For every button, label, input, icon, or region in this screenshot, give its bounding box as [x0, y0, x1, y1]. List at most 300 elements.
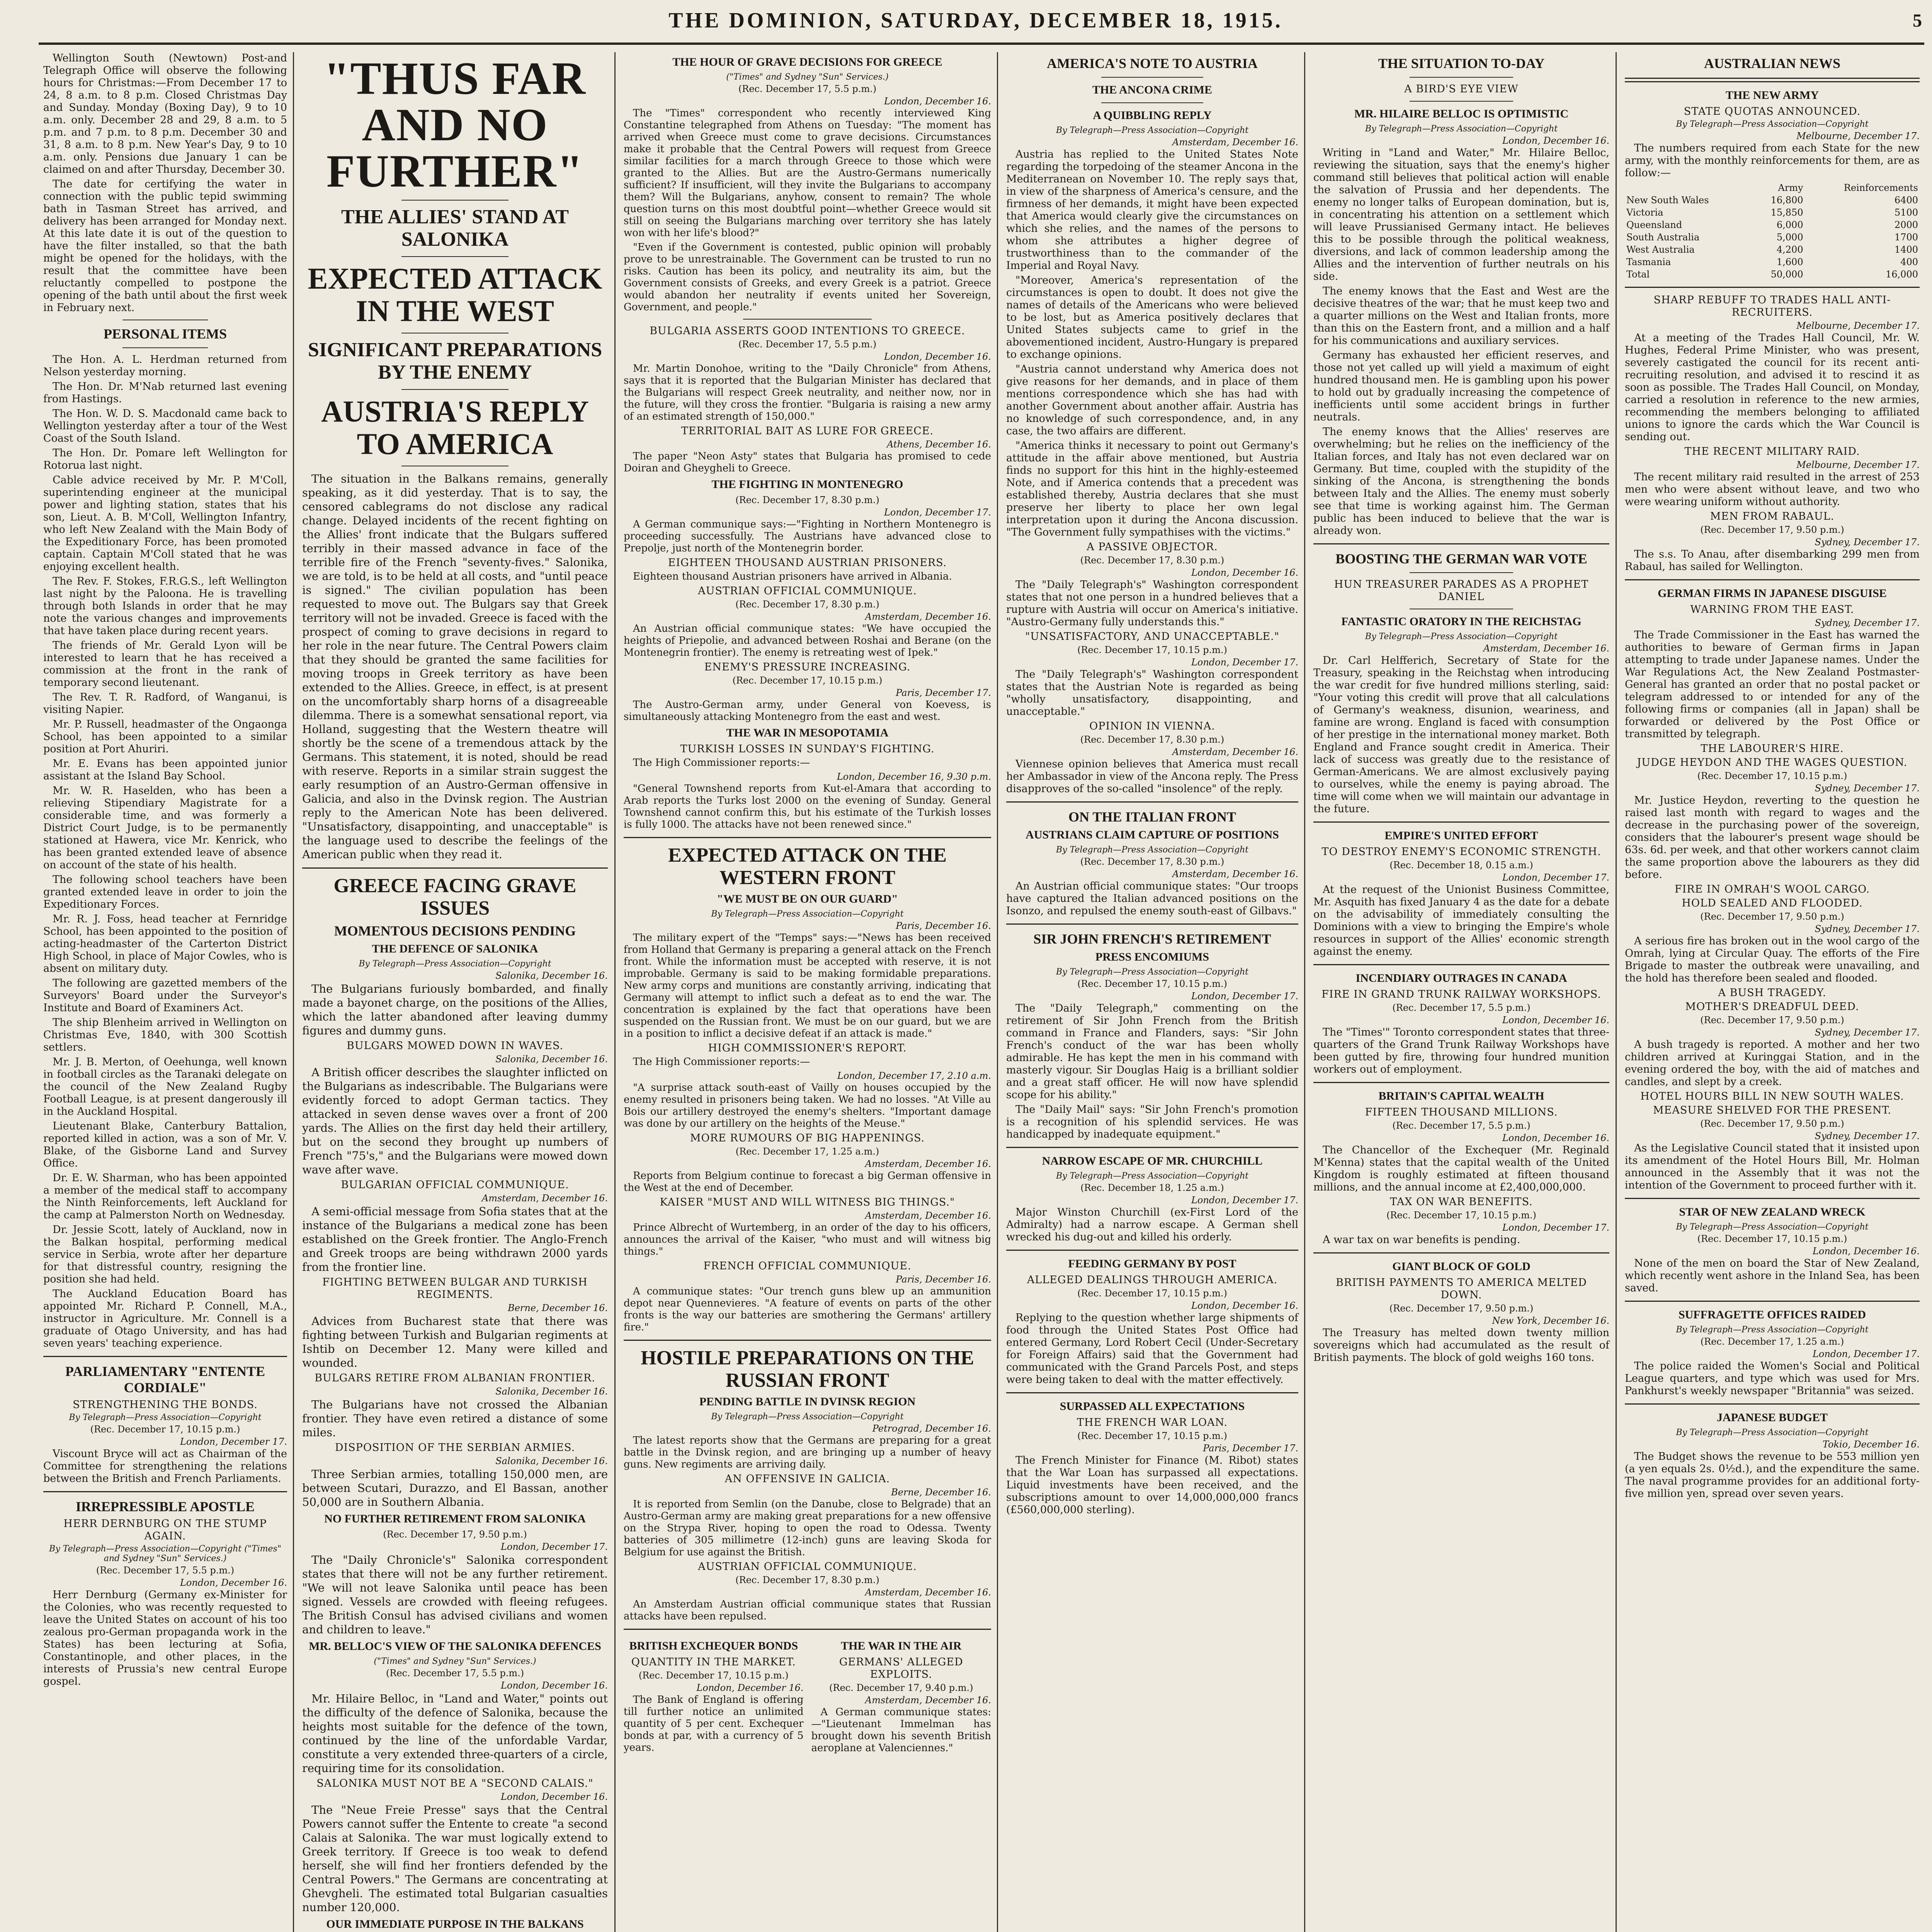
bottom-boxes — [624, 1636, 991, 1757]
table-header-cell: Reinforcements — [1844, 182, 1918, 193]
received-line: (Rec. December 17, 1.25 a.m.) — [735, 1146, 879, 1157]
section-heading: HIGH COMMISSIONER'S REPORT. — [708, 1042, 907, 1054]
section-heading: ENEMY'S PRESSURE INCREASING. — [704, 661, 911, 673]
divider — [1101, 102, 1204, 103]
article-text: At the request of the Unionist Business Committee, Mr. Asquith has fixed January 4 as the date for a debate on the advisability of immediately consulting the Dominions with a view to bringing the Empire's whole resources in support of the Allies' economic strength against the enemy. — [1313, 884, 1609, 957]
article-text: "A surprise attack south-east of Vailly on houses occupied by the enemy resulted in prisoners being taken. We had no losses. "At Ville au Bois our artillery destroyed the enemy's shelters. "Important damage was done by our artillery on the heights of the Meuse." — [624, 1082, 991, 1129]
column-rule — [614, 52, 616, 1932]
personal-item: Lieutenant Blake, Canterbury Battalion, reported killed in action, was a son of Mr. V. Blake, of the Gisborne Land and Survey Office. — [43, 1120, 287, 1169]
personal-item: The ship Blenheim arrived in Wellington on Christmas Eve, 1840, with 300 Scottish settlers. — [43, 1017, 287, 1053]
article-text: The police raided the Women's Social and Political League quarters, and type which was used for Mrs. Pankhurst's weekly newspaper "Britannia" was seized. — [1625, 1360, 1920, 1397]
divider — [1006, 801, 1298, 803]
byline: By Telegraph—Press Association—Copyright — [711, 1412, 904, 1422]
section-subheading: A QUIBBLING REPLY — [1093, 109, 1212, 122]
article-text: Dr. Carl Helfferich, Secretary of State for the Treasury, speaking in the Reichstag when introducing the war credit for five hundred millions sterling, said: "Your voting this credit will prove that all calculations of Germany's weakness, disunion, weariness, and famine are wrong. England is faced with consumption of her prestige in the international money market. Both England and France sought credit in America. Their lack of success was greatly due to the resistance of German-Americans. We are almost exclusively paying to ourselves, while the enemy is paying abroad. The time will come when we will maintain our advantage in the future. — [1313, 655, 1609, 815]
reinforcements-cell: 6400 — [1894, 195, 1918, 206]
dateline: London, December 16. — [1502, 1015, 1609, 1026]
section-subheading: PRESS ENCOMIUMS — [1095, 951, 1209, 963]
article-text: "Even if the Government is contested, public opinion will probably prove to be unrestrainable. The Government can be trusted to run no risks. Caution has been its policy, and neutrality its aim, but the Government consists of Greeks, and every Greek is a patriot. Greece would abandon her neutrality if events united her Sovereign, Government, and people." — [624, 242, 991, 313]
western-front-heading: EXPECTED ATTACK ON THE WESTERN FRONT — [668, 844, 947, 889]
dateline: Paris, December 17. — [896, 687, 991, 698]
dateline: Amsterdam, December 16. — [865, 611, 991, 622]
personal-item: The following are gazetted members of the Surveyors' Board under the Surveyor's Institute and Board of Examiners Act. — [43, 977, 287, 1014]
personal-item: The Hon. Dr. Pomare left Wellington for Rotorua last night. — [43, 447, 287, 471]
received-line: (Rec. December 17, 10.15 p.m.) — [1077, 645, 1227, 655]
byline: By Telegraph—Press Association—Copyright — [1676, 1428, 1869, 1437]
dateline: Sydney, December 17. — [1815, 537, 1920, 548]
received-line: (Rec. December 17, 9.40 p.m.) — [829, 1682, 973, 1693]
dateline: Berne, December 16. — [891, 1487, 991, 1498]
main-headline: "THUS FAR AND NO FURTHER" — [323, 53, 587, 197]
article-text: A British officer describes the slaughter inflicted on the Bulgarians as indescribable. The Bulgarians were evidently forced to adopt German tactics. They attacked in seven dense waves over a front of 200 yards. The Allies on the first day held their artillery, but on the second they brought up numbers of French "75's," and the Bulgarians were mowed down wave after wave. — [302, 1066, 608, 1176]
dateline: London, December 16. — [884, 351, 991, 362]
received-line: (Rec. December 17, 10.15 p.m.) — [732, 675, 883, 686]
received-line: (Rec. December 17, 5.5 p.m.) — [1392, 1120, 1531, 1131]
dateline: Amsterdam, December 16. — [865, 1695, 991, 1706]
received-line: (Rec. December 17, 9.50 p.m.) — [383, 1529, 527, 1540]
section-heading: SIR JOHN FRENCH'S RETIREMENT — [1033, 931, 1271, 947]
article-text: The numbers required from each State for the new army, with the monthly reinforcements for them, are as follow:— — [1625, 142, 1920, 179]
greece-heading: GREECE FACING GRAVE ISSUES — [333, 875, 577, 919]
table-header-row — [1625, 182, 1920, 194]
byline: By Telegraph—Press Association—Copyright — [1365, 124, 1558, 134]
section-heading: THE FIGHTING IN MONTENEGRO — [711, 478, 903, 491]
section-subheading: MOTHER'S DREADFUL DEED. — [1685, 1001, 1859, 1013]
section-heading: THE HOUR OF GRAVE DECISIONS FOR GREECE — [672, 56, 942, 68]
table-row — [1625, 194, 1920, 206]
divider — [1625, 1198, 1920, 1199]
dateline: Melbourne, December 17. — [1796, 459, 1920, 470]
section-heading: JAPANESE BUDGET — [1717, 1411, 1828, 1424]
section-subheading: TURKISH LOSSES IN SUNDAY'S FIGHTING. — [680, 743, 935, 755]
divider — [1006, 1147, 1298, 1148]
received-line: (Rec. December 17, 10.15 p.m.) — [1386, 1210, 1536, 1221]
section-heading: THE LABOURER'S HIRE. — [1701, 743, 1844, 755]
dateline: London, December 17. — [1191, 1195, 1298, 1206]
table-row — [1625, 231, 1920, 243]
section-heading: TAX ON WAR BENEFITS. — [1390, 1196, 1533, 1208]
dateline: Amsterdam, December 16. — [865, 1210, 991, 1221]
section-subheading: TO DESTROY ENEMY'S ECONOMIC STRENGTH. — [1321, 846, 1601, 858]
article-text: The "Times" correspondent who recently interviewed King Constantine telegraphed from Athens on Tuesday: "The moment has arrived when Greece must come to grave decisions. Circumstances make it probable that the Central Powers will request from Greece similar facilities for a march through Greece to those which were granted to the Allies. But are the Austro-Germans numerically sufficient? If insufficient, will they invite the Bulgarians to accompany them? Will the Bulgarians, anyhow, consent to remain? The whole question turns on this most doubtful point—whether Greece would sit still on seeing the Bulgarians marching over territory she has lately won with her life's blood?" — [624, 107, 991, 239]
army-cell: 6,000 — [1776, 219, 1803, 230]
column-3 — [619, 52, 996, 1932]
state-cell: South Australia — [1626, 232, 1700, 243]
section-heading: THE NEW ARMY — [1725, 89, 1819, 102]
personal-item: The following school teachers have been granted extended leave in order to join the Expeditionary Forces. — [43, 874, 287, 910]
dateline: London, December 16, 9.30 p.m. — [837, 771, 991, 782]
article-text: As the Legislative Council stated that it insisted upon its amendment of the Hotel Hours Bill, Mr. Holman announced in the Assembly that it was not the intention of the Government to proceed further with it. — [1625, 1142, 1920, 1191]
dateline: London, December 17. — [1502, 872, 1609, 883]
reinforcements-cell: 1700 — [1894, 232, 1918, 243]
dateline: London, December 17. — [1502, 1222, 1609, 1233]
column-5 — [1309, 52, 1614, 1932]
apostle-text: Herr Dernburg (Germany ex-Minister for the Colonies, who was recently requested to leave the United States on account of his too zealous pro-German propaganda work in the States) has been lecturing at Sofia, Constantinople, and other places, in the interests of Prussia's new central Europe gospel. — [43, 1589, 287, 1687]
personal-item: The Hon. A. L. Herdman returned from Nelson yesterday morning. — [43, 354, 287, 378]
dateline: Sydney, December 17. — [1815, 923, 1920, 934]
article-text: The Chancellor of the Exchequer (Mr. Reginald M'Kenna) states that the capital wealth of the United Kingdom is roughly estimated at fifteen thousand millions, and the annual income at £2,400,000,000. — [1313, 1144, 1609, 1193]
dateline: Amsterdam, December 16. — [1483, 643, 1609, 654]
divider — [401, 256, 509, 257]
divider — [1313, 1252, 1609, 1253]
received-line: (Rec. December 17, 9.50 p.m.) — [1700, 1118, 1844, 1129]
received-line: (Rec. December 17, 8.30 p.m.) — [735, 1575, 879, 1585]
section-heading: SUFFRAGETTE OFFICES RAIDED — [1678, 1308, 1866, 1321]
dateline: London, December 16. — [696, 1682, 804, 1693]
divider — [1313, 543, 1609, 544]
section-heading: BULGARS MOWED DOWN IN WAVES. — [347, 1040, 563, 1052]
divider — [1625, 579, 1920, 580]
table-total-row — [1625, 268, 1920, 281]
divider — [1313, 821, 1609, 823]
section-heading: DISPOSITION OF THE SERBIAN ARMIES. — [335, 1442, 575, 1454]
dateline: Amsterdam, December 16. — [1172, 869, 1298, 879]
section-heading: HOTEL HOURS BILL IN NEW SOUTH WALES. — [1640, 1090, 1904, 1102]
section-heading: TERRITORIAL BAIT AS LURE FOR GREECE. — [681, 425, 934, 437]
section-subheading: HUN TREASURER PARADES AS A PROPHET DANIEL — [1334, 578, 1589, 603]
personal-item: The Hon. Dr. M'Nab returned last evening from Hastings. — [43, 381, 287, 405]
section-subheading: GERMANS' ALLEGED EXPLOITS. — [839, 1656, 963, 1680]
article-text: An Austrian official communique states: "We have occupied the heights of Priepolie, and advanced between Roshai and Berane (on the Montenegrin frontier). The enemy is retreating west of Ipek." — [624, 623, 991, 658]
article-text: The Bulgarians furiously bombarded, and finally made a bayonet charge, on the positions of the Allies, which the latter abandoned after leaving dummy figures and dummy guns. — [302, 982, 608, 1037]
dateline: London, December 17. — [1191, 657, 1298, 668]
article-text: Austria has replied to the United States Note regarding the torpedoing of the steamer Ancona in the Mediterranean on November 10. The reply says that, in view of the sharpness of America's censure, and the firmness of her demands, it might have been expected that America would clearly give the circumstances on which she relies, and the names of the persons to whom she attributes a higher degree of trustworthiness than to the commander of the Imperial and Royal Navy. — [1006, 148, 1298, 272]
article-text: A German communique says:—"Fighting in Northern Montenegro is proceeding successfully. The Austrians have advanced close to Prepolje, just north of the Montenegrin border. — [624, 519, 991, 554]
section-heading: EIGHTEEN THOUSAND AUSTRIAN PRISONERS. — [668, 557, 947, 569]
section-subheading: QUANTITY IN THE MARKET. — [631, 1656, 796, 1668]
article-text: The French Minister for Finance (M. Ribot) states that the War Loan has surpassed all expectations. Liquid investments have been received, and the subscriptions amount to over 14,000,000,000 francs (£560,000,000 sterling). — [1006, 1454, 1298, 1516]
column-rule — [1616, 52, 1617, 1932]
dateline: Salonika, December 16. — [495, 970, 608, 981]
divider — [302, 867, 608, 869]
article-text: An Amsterdam Austrian official communique states that Russian attacks have been repulsed. — [624, 1599, 991, 1622]
divider — [1410, 77, 1513, 78]
article-text: The latest reports show that the Germans are preparing for a great battle in the Dvinsk region, and are bringing up a number of heavy guns. New regiments are arriving daily. — [624, 1435, 991, 1470]
article-text: The High Commissioner reports:— — [633, 757, 810, 769]
parliamentary-subheading: STRENGTHENING THE BONDS. — [73, 1399, 258, 1411]
divider — [1625, 287, 1920, 288]
article-text: The military expert of the "Temps" says:—"News has been received from Holland that Germany is preparing a general attack on the French front. While the information must be accepted with reserve, it is not improbable. Germany is said to be making formidable preparations. New army corps and munitions are constantly arriving, indicating that Germany will attempt to inflict such a defeat as to end the war. The concentration is explained by the fact that operations have been suspended on the Russian front. We must be on our guard, but we are in a position to inflict a decisive defeat if an attack is made." — [624, 932, 991, 1039]
divider — [43, 1491, 287, 1492]
article-text: A war tax on war benefits is pending. — [1323, 1234, 1520, 1246]
total-reinforcements: 16,000 — [1886, 269, 1918, 280]
article-text: "America thinks it necessary to point out Germany's attitude in the affair above mentioned, but Austria finds no support for this hint in the highly-esteemed Note, and if America contends that a precedent was established thereby, Austria declares that she must preserve her liberty to place her own legal interpretation upon it during the Ancona discussion. "The Government fully sympathises with the victims." — [1006, 440, 1298, 538]
column-2 — [298, 52, 612, 1932]
personal-item: The Auckland Education Board has appointed Mr. Richard P. Connell, M.A., instructor in Agriculture. Mr. Connell is a graduate of Otago University, and has had seven years' teaching experience. — [43, 1288, 287, 1349]
received-line: (Rec. December 17, 1.25 a.m.) — [1700, 1336, 1844, 1347]
dateline: Sydney, December 17. — [1815, 1131, 1920, 1141]
western-front-subheading: "WE MUST BE ON OUR GUARD" — [717, 893, 898, 905]
dateline: Salonika, December 16. — [495, 1386, 608, 1397]
article-text: The Budget shows the revenue to be 553 million yen (a yen equals 2s. 0½d.), and the expenditure the same. The naval programme provides for an additional forty-five million yen, spread over seven years. — [1625, 1451, 1920, 1500]
war-in-air-box — [811, 1636, 992, 1757]
article-text: A bush tragedy is reported. A mother and her two children arrived at Kuringgai Station, and in the evening ordered the boy, with the aid of matches and candles, and slept by a creek. — [1625, 1039, 1920, 1088]
article-text: Replying to the question whether large shipments of food through the United States Post Office had entered Germany, Lord Robert Cecil (Under-Secretary for Foreign Affairs) said that the Government had communicated with the Grand Parcels Post, and steps were being taken to deal with the matter effectively. — [1006, 1312, 1298, 1386]
divider — [1625, 1403, 1920, 1405]
state-cell: Victoria — [1626, 207, 1663, 218]
dateline: Petrograd, December 16. — [872, 1423, 991, 1434]
byline: By Telegraph—Press Association—Copyright — [1676, 1325, 1869, 1335]
apostle-heading: IRREPRESSIBLE APOSTLE — [75, 1499, 255, 1514]
divider — [1410, 572, 1513, 573]
dateline: Amsterdam, December 16. — [865, 1158, 991, 1169]
section-heading: THE SITUATION TO-DAY — [1378, 56, 1545, 71]
subheadline: AUSTRIA'S REPLY TO AMERICA — [321, 395, 589, 461]
byline: By Telegraph—Press Association—Copyright — [1056, 845, 1249, 855]
parliamentary-text: Viscount Bryce will act as Chairman of the Committee for strengthening the relations between the British and French Parliaments. — [43, 1448, 287, 1485]
personal-item: Mr. W. R. Haselden, who has been a relieving Stipendiary Magistrate for a considerable time, and was formerly a District Court Judge, is to be permanently stationed at Hawera, vice Mr. Kenrick, who has been granted extended leave of absence on account of the state of his health. — [43, 785, 287, 871]
dateline: London, December 17, 2.10 a.m. — [837, 1070, 991, 1081]
byline: By Telegraph—Press Association—Copyright — [1056, 1171, 1249, 1181]
article-text: The High Commissioner reports:— — [633, 1056, 810, 1068]
personal-items-heading: PERSONAL ITEMS — [103, 326, 227, 342]
section-heading: MORE RUMOURS OF BIG HAPPENINGS. — [690, 1132, 925, 1144]
article-text: Major Winston Churchill (ex-First Lord of the Admiralty) had a narrow escape. A German shell wrecked his dug-out and killed his orderly. — [1006, 1206, 1298, 1243]
section-heading: THE WAR IN THE AIR — [841, 1639, 962, 1652]
received-line: (Rec. December 18, 0.15 a.m.) — [1389, 860, 1533, 871]
parliamentary-heading: PARLIAMENTARY "ENTENTE CORDIALE" — [65, 1364, 265, 1395]
article-text: The "Daily Telegraph's" Washington correspondent states that not one person in a hundred believes that a rupture with Austria will occur on America's initiative. "Austro-Germany fully understands this." — [1006, 579, 1298, 628]
article-text: Viennese opinion believes that America must recall her Ambassador in view of the Ancona reply. The Press disapproves of the so-called "insolence" of the reply. — [1006, 758, 1298, 795]
article-text: Advices from Bucharest state that there was fighting between Turkish and Bulgarian regiments at Ishtib on December 12. Many were killed and wounded. — [302, 1315, 608, 1369]
section-heading: SALONIKA MUST NOT BE A "SECOND CALAIS." — [316, 1777, 594, 1789]
section-heading: NARROW ESCAPE OF MR. CHURCHILL — [1042, 1155, 1263, 1167]
reinforcements-cell: 5100 — [1894, 207, 1918, 218]
state-cell: Queensland — [1626, 219, 1682, 230]
article-text: The "Daily Mail" says: "Sir John French's promotion is a recognition of his splendid services. He was handicapped by inadequate equipment." — [1006, 1104, 1298, 1140]
section-subheading: MEASURE SHELVED FOR THE PRESENT. — [1653, 1104, 1891, 1116]
personal-item: Mr. E. Evans has been appointed junior assistant at the Island Bay School. — [43, 758, 287, 782]
section-heading: FEEDING GERMANY BY POST — [1068, 1257, 1236, 1270]
section-subheading: THE FRENCH WAR LOAN. — [1077, 1417, 1228, 1429]
received-line: (Rec. December 17, 10.15 p.m.) — [638, 1670, 789, 1681]
received-line: (Rec. December 17, 9.50 p.m.) — [1700, 911, 1844, 922]
dateline: London, December 16. — [1191, 567, 1298, 578]
article-text: Writing in "Land and Water," Mr. Hilaire Belloc, reviewing the situation, says that the enemy's higher command still believes that political action will enable the salvation of Prussia and her dependents. The enemy no longer talks of European domination, but is, in concentrating his attention on a settlement which will leave Prussianised Germany intact. He believes this to be possible through the political weakness, diversions, and lack of common leadership among the Allies and the intervention of further neutrals on his side. — [1313, 147, 1609, 282]
swimming-bath-notice: The date for certifying the water in connection with the public tepid swimming bath in Tasman Street has arrived, and delivery has been arranged for Monday next. At this late date it is out of the question to have the filter installed, so that the bath might be opened for the holidays, with the result that the committee have been reluctantly compelled to postpone the opening of the bath until about the first week in February next. — [43, 178, 287, 314]
dateline: Amsterdam, December 16. — [1172, 137, 1298, 148]
section-heading: BULGARIAN OFFICIAL COMMUNIQUE. — [341, 1179, 569, 1191]
divider — [1625, 1301, 1920, 1302]
section-subheading: AUSTRIANS CLAIM CAPTURE OF POSITIONS — [1026, 828, 1279, 841]
subheadline: EXPECTED ATTACK IN THE WEST — [308, 262, 602, 328]
section-heading: AN OFFENSIVE IN GALICIA. — [724, 1473, 890, 1485]
column-rule — [1304, 52, 1305, 1932]
column-6 — [1620, 52, 1924, 1932]
article-text: A semi-official message from Sofia states that at the instance of the Bulgarians a medical zone has been established on the Greek frontier. The Anglo-French and Greek troops are being withdrawn 2000 yards from the frontier line. — [302, 1205, 608, 1274]
dateline: London, December 16. — [500, 1680, 608, 1691]
personal-item: Cable advice received by Mr. P. M'Coll, superintending engineer at the municipal power and lighting station, states that his son, Lieut. A. B. M'Coll, Wellington Infantry, who left New Zealand with the Main Body of the Expeditionary Force, has been promoted captain. Captain M'Coll stated that he was enjoying excellent health. — [43, 474, 287, 573]
section-heading: THE WAR IN MESOPOTAMIA — [726, 726, 889, 739]
section-heading: EMPIRE'S UNITED EFFORT — [1384, 829, 1538, 842]
article-text: Eighteen thousand Austrian prisoners have arrived in Albania. — [633, 571, 952, 582]
dateline: London, December 17. — [884, 507, 991, 518]
dateline: Sydney, December 17. — [1815, 783, 1920, 794]
section-heading: GERMAN FIRMS IN JAPANESE DISGUISE — [1658, 587, 1887, 600]
section-subheading: STATE QUOTAS ANNOUNCED. — [1684, 105, 1861, 117]
apostle-subheading: HERR DERNBURG ON THE STUMP AGAIN. — [63, 1518, 267, 1542]
dateline: London, December 16. — [1812, 1246, 1920, 1257]
dateline: London, December 16. — [1502, 135, 1609, 146]
section-heading: AUSTRIAN OFFICIAL COMMUNIQUE. — [698, 1561, 917, 1573]
dateline: Sydney, December 17. — [1815, 617, 1920, 628]
dateline: London, December 17. — [1812, 1349, 1920, 1359]
section-heading: NO FURTHER RETIREMENT FROM SALONIKA — [324, 1512, 586, 1525]
divider — [401, 200, 509, 201]
section-subheading: ALLEGED DEALINGS THROUGH AMERICA. — [1027, 1274, 1278, 1286]
personal-item: The friends of Mr. Gerald Lyon will be interested to learn that he has received a commission at the front in the rank of temporary second lieutenant. — [43, 639, 287, 689]
australian-news-heading: AUSTRALIAN NEWS — [1704, 56, 1841, 71]
section-heading: SHARP REBUFF TO TRADES HALL ANTI-RECRUITERS. — [1653, 294, 1891, 318]
received-line: (Rec. December 17, 8.30 p.m.) — [1080, 555, 1225, 566]
dateline: London, December 17. — [1191, 991, 1298, 1002]
personal-item: Dr. Jessie Scott, lately of Auckland, now in the Balkan hospital, performing medical service in Serbia, wrote after her departure for that distressful country, resigning the position she had held. — [43, 1224, 287, 1285]
dateline: Berne, December 16. — [508, 1303, 608, 1313]
dateline: London, December 17. — [180, 1436, 287, 1447]
section-heading: ON THE ITALIAN FRONT — [1068, 809, 1236, 825]
article-text: Mr. Martin Donohoe, writing to the "Daily Chronicle" from Athens, says that it is reported that the Bulgarian Minister has declared that the Bulgarians will respect Greek neutrality, and neither now, nor in the future, will they cross the frontier. "Bulgaria is raising a new army of an estimated strength of 150,000." — [624, 363, 991, 422]
army-cell: 1,600 — [1776, 257, 1803, 267]
dateline: Melbourne, December 17. — [1796, 320, 1920, 331]
divider — [1313, 1082, 1609, 1083]
received-line: (Rec. December 17, 10.15 p.m.) — [1077, 1430, 1227, 1441]
article-text: The s.s. To Anau, after disembarking 299 men from Rabaul, has sailed for Wellington. — [1625, 548, 1920, 573]
table-row — [1625, 256, 1920, 268]
article-text: The Trade Commissioner in the East has warned the authorities to beware of German firms in Japan attempting to trade under Japanese names. Under the War Regulations Act, the New Zealand Postmaster-General has granted an order that no postal packet or telegram addressed to or intended for any of the following firms or companies (all in Japan) shall be forwarded or delivered by the Post Office or transmitted by telegraph. — [1625, 629, 1920, 740]
divider — [1101, 77, 1204, 78]
army-cell: 5,000 — [1776, 232, 1803, 243]
divider — [43, 1356, 287, 1357]
reinforcements-cell: 1400 — [1894, 244, 1918, 255]
section-heading: BRITISH EXCHEQUER BONDS — [629, 1639, 798, 1652]
received-line: (Rec. December 17, 8.30 p.m.) — [1080, 734, 1225, 745]
reinforcements-cell: 2000 — [1894, 219, 1918, 230]
column-rule — [293, 52, 294, 1932]
divider — [1625, 78, 1920, 82]
received-line: (Rec. December 17, 10.15 p.m.) — [1077, 978, 1227, 989]
dateline: Athens, December 16. — [887, 439, 991, 450]
article-text: The "Daily Telegraph's" Washington correspondent states that the Austrian Note is regarded as being "wholly unsatisfactory, disappointing, and unacceptable." — [1006, 668, 1298, 718]
table-row — [1625, 206, 1920, 219]
section-subheading: FANTASTIC ORATORY IN THE REICHSTAG — [1341, 615, 1582, 628]
article-text: "General Townshend reports from Kut-el-Amara that according to Arab reports the Turks lost 2000 on the evening of Sunday. General Townshend cannot confirm this, but his estimate of the Turkish losses is fully 1000. The attacks have not been renewed since." — [624, 783, 991, 830]
article-text: The enemy knows that the Allies' reserves are overwhelming; but he relies on the inefficiency of the Italian forces, and Italy has not even declared war on Germany. But time, coupled with the stupidity of the sinking of the Ancona, is strengthening the bonds between Italy and the Allies. The enemy must soberly see that time is working against him. The German public has been induced to believe that the war is already won. — [1313, 426, 1609, 537]
section-heading: OPINION IN VIENNA. — [1089, 720, 1215, 732]
dateline: Amsterdam, December 16. — [1172, 747, 1298, 757]
state-cell: West Australia — [1626, 244, 1695, 255]
article-text: The "Neue Freie Presse" says that the Central Powers cannot suffer the Entente to create "a second Calais at Salonika. The war must logically extend to Greek territory. If Greece is too weak to defend herself, she will find her frontiers defended by the Central Powers." The Germans are concentrating at Ghevgheli. The estimated total Bulgarian casualties number 120,000. — [302, 1803, 608, 1914]
article-text: It is reported from Semlin (on the Danube, close to Belgrade) that an Austro-German army are making great preparations for a new offensive on the Strypa River, hoping to open the road to Odessa. Twenty batteries of 305 millimetre (12-inch) guns are leaving Skoda for Belgium for use against the British. — [624, 1498, 991, 1558]
article-text: The Treasury has melted down twenty million sovereigns which had accumulated as the result of British payments. The block of gold weighs 160 tons. — [1313, 1327, 1609, 1364]
table-row — [1625, 219, 1920, 231]
section-heading: A BUSH TRAGEDY. — [1718, 987, 1827, 999]
received-line: (Rec. December 17, 5.5 p.m.) — [738, 83, 877, 94]
divider — [624, 1340, 991, 1341]
lead-article: The situation in the Balkans remains, generally speaking, as it did yesterday. That is to say, the censored cablegrams do not disclose any radical change. Delayed incidents of the recent fighting on the Allies' front indicate that the Bulgars suffered terribly in their massed advance in face of the terrible fire of the French "seventy-fives." Salonika, we are told, is to be held at all costs, and "until peace is signed." The civilian population has been requested to move out. The Bulgars say that Greek territory will not be invaded. Greece is faced with the prospect of coming to grave decisions in regard to her role in the near future. The Central Powers claim that they should be granted the same facilities for moving troops in Greek territory as have been extended to the Allies. Greece, in effect, is at present on the uncomfortably sharp horns of a disagreeable dilemma. There is a somewhat sensational report, via Holland, suggesting that the Western theatre will shortly be the scene of a tremendous attack by the Germans. This statement, it is noted, should be read with reserve. Reports in a similar strain suggest the early resumption of an Austro-German offensive in Galicia, and also in the Dvinsk region. The Austrian reply to the American Note has been delivered. "Unsatisfactory, disappointing, and unacceptable" is the language used to describe the feelings of the American public when they read it. — [302, 472, 608, 861]
army-cell: 4,200 — [1776, 244, 1803, 255]
article-text: Prince Albrecht of Wurtemberg, in an order of the day to his officers, announces the arrival of the Kaiser, "who must and will witness big things." — [624, 1222, 991, 1257]
army-cell: 16,800 — [1770, 195, 1803, 206]
section-subheading: FIFTEEN THOUSAND MILLIONS. — [1365, 1106, 1558, 1118]
byline: ("Times" and Sydney "Sun" Services.) — [374, 1656, 536, 1666]
byline: By Telegraph—Press Association—Copyright — [1056, 967, 1249, 977]
dateline: London, December 16. — [1191, 1300, 1298, 1311]
section-subheading: A BIRD'S EYE VIEW — [1404, 83, 1519, 95]
army-cell: 15,850 — [1770, 207, 1803, 218]
article-text: Three Serbian armies, totalling 150,000 men, are between Scutari, Durazzo, and El Bassan, another 50,000 are in Southern Albania. — [302, 1468, 608, 1509]
section-heading: BOOSTING THE GERMAN WAR VOTE — [1335, 551, 1587, 566]
state-cell: Tasmania — [1626, 257, 1671, 267]
dateline: Salonika, December 16. — [495, 1456, 608, 1466]
article-text: None of the men on board the Star of New Zealand, which recently went ashore in the Inland Sea, has been saved. — [1625, 1257, 1920, 1294]
received-line: (Rec. December 17, 5.5 p.m.) — [738, 339, 877, 350]
section-heading: SURPASSED ALL EXPECTATIONS — [1060, 1400, 1245, 1413]
column-1 — [39, 52, 292, 1932]
article-text: The "Times'" Toronto correspondent states that three-quarters of the Grand Trunk Railway Workshops have been gutted by fire, throwing four hundred munition workers out of employment. — [1313, 1026, 1609, 1075]
section-heading: MR. BELLOC'S VIEW OF THE SALONIKA DEFENCES — [309, 1640, 601, 1653]
section-subheading: WARNING FROM THE EAST. — [1690, 604, 1854, 616]
dateline: Paris, December 16. — [896, 1274, 991, 1285]
dateline: London, December 16. — [1502, 1133, 1609, 1143]
byline: By Telegraph—Press Association—Copyright — [359, 959, 551, 969]
post-office-notice: Wellington South (Newtown) Post-and Telegraph Office will observe the following hours for Christmas:—From December 17 to 24, 8 a.m. to 8 p.m. Closed Christmas Day and Sunday. Monday (Boxing Day), 9 to 10 a.m. only. December 28 and 29, 8 a.m. to 5 p.m. and 7 p.m. to 8 p.m. December 30 and 31, 8 a.m. to 8 p.m. New Year's Day, 9 to 10 a.m. only. Pensions due January 1 can be claimed on and after Thursday, December 30. — [43, 52, 287, 175]
article-text: The "Daily Telegraph," commenting on the retirement of Sir John French from the British command in France and Flanders, says: "Sir John French's conduct of the war has been wholly admirable. He has kept the men in his command with masterly vigour. Sir Douglas Haig is a brilliant soldier and a great staff officer. He will now have splendid scope for his ability." — [1006, 1002, 1298, 1101]
state-cell: New South Wales — [1626, 195, 1709, 206]
subheadline: SIGNIFICANT PREPARATIONS BY THE ENEMY — [308, 339, 602, 383]
section-subheading: HOLD SEALED AND FLOODED. — [1682, 897, 1863, 909]
byline: By Telegraph—Press Association—Copyright — [1676, 119, 1869, 129]
section-subheading: BRITISH PAYMENTS TO AMERICA MELTED DOWN. — [1336, 1277, 1587, 1301]
section-heading: OUR IMMEDIATE PURPOSE IN THE BALKANS — [326, 1918, 584, 1930]
section-subheading: JUDGE HEYDON AND THE WAGES QUESTION. — [1637, 757, 1908, 769]
personal-item: The Rev. T. R. Radford, of Wanganui, is visiting Napier. — [43, 691, 287, 716]
personal-item: Mr. P. Russell, headmaster of the Ongaonga School, has been appointed to a similar position at Port Ahuriri. — [43, 718, 287, 755]
masthead-title: THE DOMINION, SATURDAY, DECEMBER 18, 1915. — [668, 9, 1283, 32]
received-line: (Rec. December 17, 10.15 p.m.) — [1697, 1233, 1847, 1244]
section-heading: "UNSATISFACTORY, AND UNACCEPTABLE." — [1025, 631, 1280, 643]
article-text: At a meeting of the Trades Hall Council, Mr. W. Hughes, Federal Prime Minister, who was present, severely castigated the council for its recent anti-recruiting resolution, and advised it to rescind it as soon as possible. The Trades Hall Council, on Monday, carried a resolution in reference to the new armies, recommending the members belonging to affiliated unions to ignore the cards which the War Council is sending out. — [1625, 332, 1920, 443]
article-text: Germany has exhausted her efficient reserves, and those not yet called up will yield a maximum of eight hundred thousand men. He is gambling upon his power to hold out by gradually increasing the competence of inefficients until some accident brings in further neutrals. — [1313, 349, 1609, 423]
dateline: London, December 17. — [500, 1541, 608, 1552]
section-heading: BULGARS RETIRE FROM ALBANIAN FRONTIER. — [315, 1372, 595, 1384]
dateline: London, December 16. — [884, 96, 991, 107]
section-heading: BRITAIN'S CAPITAL WEALTH — [1378, 1090, 1544, 1102]
greece-subheading-2: THE DEFENCE OF SALONIKA — [372, 942, 538, 955]
total-label: Total — [1626, 269, 1650, 280]
byline: By Telegraph—Press Association—Copyright — [711, 909, 904, 919]
dateline: Amsterdam, December 16. — [865, 1587, 991, 1598]
section-heading: BULGARIA ASSERTS GOOD INTENTIONS TO GREECE. — [650, 325, 965, 337]
dateline: New York, December 16. — [1492, 1315, 1609, 1326]
exchequer-bonds-box — [624, 1636, 804, 1757]
divider — [1006, 923, 1298, 925]
dateline: Amsterdam, December 16. — [481, 1193, 608, 1204]
divider — [1006, 1250, 1298, 1251]
received-line: (Rec. December 17, 9.50 p.m.) — [1700, 524, 1844, 535]
article-text: The paper "Neon Asty" states that Bulgaria has promised to cede Doiran and Gheygheli to Greece. — [624, 451, 991, 474]
table-header-cell: Army — [1778, 182, 1803, 193]
received-line: (Rec. December 17, 5.5 p.m.) — [1392, 1002, 1531, 1013]
received-line: (Rec. December 17, 8.30 p.m.) — [1080, 856, 1225, 867]
section-heading: GIANT BLOCK OF GOLD — [1392, 1260, 1531, 1273]
divider — [1006, 1392, 1298, 1393]
article-text: The enemy knows that the East and West are the decisive theatres of the war; that he must keep two and a quarter millions on the West and Italian fronts, more than this on the Eastern front, and a million and a half for his communications and auxiliary services. — [1313, 285, 1609, 347]
divider — [624, 1629, 991, 1630]
divider — [401, 389, 509, 390]
received-line: (Rec. December 17, 9.50 p.m.) — [1700, 1015, 1844, 1026]
received-line: (Rec. December 18, 1.25 a.m.) — [1080, 1182, 1224, 1193]
article-text: A communique states: "Our trench guns blew up an ammunition depot near Quennevieres. "A feature of events on parts of the other fronts is the way our batteries are smothering the Germans' artillery fire." — [624, 1286, 991, 1333]
